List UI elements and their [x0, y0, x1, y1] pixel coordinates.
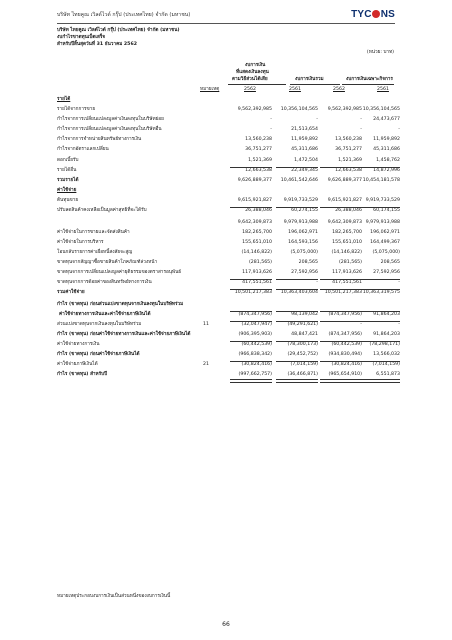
row-value-col-3: 182,265,700	[332, 230, 362, 235]
row-value-col-2: 196,062,971	[288, 230, 318, 235]
subtotal-rule	[276, 279, 318, 280]
subtotal-rule	[358, 341, 400, 342]
col-group-equity-method-2: ที่แสดงเงินลงทุน	[236, 70, 269, 75]
row-value-col-1: (997,662,757)	[238, 372, 272, 377]
row-note: 11	[203, 322, 209, 327]
row-value-col-3: (874,347,956)	[328, 332, 362, 337]
row-label: กำไรจากอัตราแลกเปลี่ยน	[57, 147, 109, 152]
row-label: ดอกเบี้ยรับ	[57, 158, 79, 163]
row-value-col-1: 10,501,217,383	[234, 290, 272, 295]
row-label: ค่าใช้จ่ายในการบริหาร	[57, 240, 104, 245]
row-value-col-4: (5,075,000)	[372, 250, 400, 255]
row-label: ค่าใช้จ่าย	[57, 188, 77, 193]
row-label: รายได้อื่น	[57, 168, 77, 173]
col-group-consolidated: งบการเงินรวม	[295, 77, 324, 82]
subtotal-rule	[230, 207, 272, 208]
row-value-col-1: 9,562,392,985	[237, 107, 272, 112]
row-value-col-4: 14,872,996	[373, 168, 400, 173]
row-value-col-1: (906,395,903)	[238, 332, 272, 337]
row-value-col-1: -	[270, 117, 272, 122]
row-label: กำไรจากการเปลี่ยนแปลงมูลค่าเงินลงทุนในบริษัทอื่น	[57, 127, 162, 132]
row-value-col-4: 27,592,956	[373, 270, 400, 275]
header-rule-3	[342, 84, 394, 85]
row-value-col-3: 12,663,538	[335, 168, 362, 173]
row-label: ส่วนแบ่งขาดทุนจากเงินลงทุนในบริษัทร่วม	[57, 322, 142, 327]
row-value-col-2: 10,461,542,646	[280, 178, 318, 183]
row-value-col-2: 10,356,104,565	[280, 107, 318, 112]
row-value-col-3: 36,751,277	[335, 147, 362, 152]
subtotal-rule	[230, 167, 272, 168]
subtotal-rule	[320, 321, 362, 322]
row-value-col-2: 9,979,913,988	[283, 220, 318, 225]
row-value-col-4: -	[398, 280, 400, 285]
row-value-col-4: -	[398, 322, 400, 327]
unit-label: (หน่วย: บาท)	[366, 50, 394, 55]
subtotal-rule	[230, 341, 272, 342]
subtotal-rule	[320, 167, 362, 168]
row-value-col-4: 9,919,733,529	[365, 198, 400, 203]
row-value-col-4: 60,174,155	[373, 208, 400, 213]
row-value-col-1: (966,838,342)	[238, 352, 272, 357]
row-value-col-4: 9,979,913,988	[365, 220, 400, 225]
total-double-rule	[230, 379, 272, 383]
row-value-col-2: (36,466,871)	[287, 372, 318, 377]
row-value-col-4: (7,014,159)	[372, 362, 400, 367]
row-value-col-1: 117,913,626	[242, 270, 272, 275]
row-value-col-3: -	[360, 322, 362, 327]
row-value-col-2: (49,291,621)	[287, 322, 318, 327]
row-value-col-4: 45,311,686	[373, 147, 400, 152]
row-value-col-3: 9,642,309,873	[327, 220, 362, 225]
row-value-col-4: 164,499,367	[370, 240, 400, 245]
row-value-col-4: 208,565	[380, 260, 400, 265]
subtotal-rule	[358, 321, 400, 322]
row-value-col-2: 45,311,686	[291, 147, 318, 152]
row-label: รายได้จากการขาย	[57, 107, 96, 112]
subtotal-rule	[320, 311, 362, 312]
header-rule-2	[290, 84, 340, 85]
subtotal-rule	[230, 361, 272, 362]
footnote: หมายเหตุประกอบงบการเงินเป็นส่วนหนึ่งของงบการเงินนี้	[57, 594, 171, 599]
row-value-col-2: 164,593,156	[288, 240, 318, 245]
row-value-col-4: 10,356,104,565	[362, 107, 400, 112]
row-value-col-1: (30,824,416)	[241, 362, 272, 367]
statement-title-name: งบกำไรขาดทุนเบ็ดเสร็จ	[57, 35, 106, 40]
row-value-col-4: 10,454,181,578	[362, 178, 400, 183]
subtotal-rule	[276, 321, 318, 322]
row-value-col-2: -	[316, 117, 318, 122]
row-label: กำไร (ขาดทุน) ก่อนค่าใช้จ่ายภาษีเงินได้	[57, 352, 140, 357]
row-value-col-1: 13,560,238	[245, 137, 272, 142]
subtotal-rule	[358, 207, 400, 208]
row-label: กำไรจากการเปลี่ยนแปลงมูลค่าเงินลงทุนในบริษัทย่อย	[57, 117, 164, 122]
col-year-1: 2562	[244, 87, 256, 92]
row-value-col-4: 91,864,203	[373, 312, 400, 317]
row-value-col-2: (7,014,159)	[290, 362, 318, 367]
row-value-col-1: 9,615,921,827	[237, 198, 272, 203]
row-value-col-3: 417,551,561	[332, 280, 362, 285]
row-label: ขาดทุนจากสัญญาซื้อขายสินค้าโภคภัณฑ์ล่วงหน้า	[57, 260, 158, 265]
statement-title-company: บริษัท ไทยคูณ เวิลด์ไวด์ กรุ๊ป (ประเทศไทย) จำกัด (มหาชน)	[57, 28, 180, 33]
row-value-col-1: 182,265,700	[242, 230, 272, 235]
row-value-col-2: 60,274,155	[291, 208, 318, 213]
subtotal-rule	[358, 361, 400, 362]
row-value-col-1: (14,146,822)	[241, 250, 272, 255]
row-value-col-3: 9,615,921,827	[327, 198, 362, 203]
statement-title-period: สำหรับปีสิ้นสุดวันที่ 31 ธันวาคม 2562	[57, 42, 137, 47]
row-value-col-1: 417,551,561	[242, 280, 272, 285]
row-value-col-3: 1,521,369	[338, 158, 362, 163]
row-value-col-3: 117,913,626	[332, 270, 362, 275]
row-label: ต้นทุนขาย	[57, 198, 79, 203]
row-value-col-3: (14,146,822)	[331, 250, 362, 255]
col-group-equity-method-1: งบการเงิน	[245, 63, 266, 68]
row-value-col-2: (5,075,000)	[290, 250, 318, 255]
subtotal-rule	[276, 207, 318, 208]
page-header	[57, 10, 395, 24]
row-value-col-2: 208,565	[298, 260, 318, 265]
subtotal-rule	[358, 289, 400, 290]
row-value-col-2: 11,959,892	[291, 137, 318, 142]
row-label: รวมค่าใช้จ่าย	[57, 290, 85, 295]
subtotal-rule	[320, 279, 362, 280]
row-value-col-4: (78,298,171)	[369, 342, 400, 347]
row-value-col-2: 48,847,421	[291, 332, 318, 337]
row-value-col-2: 98,139,042	[291, 312, 318, 317]
row-value-col-3: 10,501,217,383	[324, 290, 362, 295]
subtotal-rule	[320, 341, 362, 342]
row-value-col-3: -	[360, 117, 362, 122]
logo-dot-icon	[372, 10, 380, 18]
col-year-4: 2561	[377, 87, 389, 92]
row-label: กำไร (ขาดทุน) ก่อนส่วนแบ่งขาดทุนจากเงินลงทุนในบริษัทร่วม	[57, 302, 184, 307]
row-value-col-1: 36,751,277	[245, 147, 272, 152]
row-value-col-2: -	[316, 280, 318, 285]
subtotal-rule	[276, 289, 318, 290]
row-label: รวมรายได้	[57, 178, 79, 183]
row-value-col-1: 1,521,369	[248, 158, 272, 163]
row-value-col-2: 1,472,504	[294, 158, 318, 163]
row-value-col-1: (281,565)	[248, 260, 272, 265]
page-number: 66	[222, 621, 230, 628]
subtotal-rule	[320, 361, 362, 362]
row-value-col-1: 12,663,538	[245, 168, 272, 173]
row-value-col-3: 9,562,392,985	[327, 107, 362, 112]
row-value-col-1: (60,442,539)	[241, 342, 272, 347]
row-value-col-1: 9,626,889,377	[237, 178, 272, 183]
row-value-col-3: (281,565)	[338, 260, 362, 265]
header-company-name: บริษัท ไทยคูณ เวิลด์ไวด์ กรุ๊ป (ประเทศไทย) จำกัด (มหาชน)	[57, 12, 191, 18]
row-value-col-4: 196,062,971	[370, 230, 400, 235]
row-value-col-3: 13,560,238	[335, 137, 362, 142]
row-value-col-4: 6,551,873	[376, 372, 400, 377]
row-value-col-4: 10,363,319,575	[362, 290, 400, 295]
subtotal-rule	[230, 279, 272, 280]
row-label: ค่าใช้จ่ายในการขายและจัดส่งสินค้า	[57, 230, 130, 235]
total-double-rule	[358, 379, 400, 383]
row-value-col-4: 91,864,203	[373, 332, 400, 337]
row-value-col-2: 22,349,345	[291, 168, 318, 173]
row-value-col-3: 155,651,010	[332, 240, 362, 245]
subtotal-rule	[358, 311, 400, 312]
row-value-col-3: (934,830,494)	[328, 352, 362, 357]
row-value-col-2: 27,592,956	[291, 270, 318, 275]
col-year-2: 2561	[289, 87, 301, 92]
row-value-col-4: 24,473,677	[373, 117, 400, 122]
row-label: ค่าใช้จ่ายภาษีเงินได้	[57, 362, 98, 367]
row-value-col-4: 13,566,032	[373, 352, 400, 357]
row-value-col-1: 26,388,046	[245, 208, 272, 213]
subtotal-rule	[276, 311, 318, 312]
row-label: ค่าใช้จ่ายทางการเงินและค่าใช้จ่ายภาษีเงินได้	[59, 312, 151, 317]
row-value-col-1: -	[270, 127, 272, 132]
row-label: ขาดทุนจากการด้อยค่าของสินทรัพย์ทางการเงิน	[57, 280, 152, 285]
row-value-col-4: 1,458,762	[376, 158, 400, 163]
row-value-col-3: 9,626,889,377	[327, 178, 362, 183]
row-value-col-1: (874,347,956)	[238, 312, 272, 317]
row-value-col-2: 9,919,733,529	[283, 198, 318, 203]
company-logo: TYC NS	[351, 9, 395, 20]
subtotal-rule	[358, 279, 400, 280]
row-value-col-3: (60,442,539)	[331, 342, 362, 347]
row-value-col-3: (874,347,956)	[328, 312, 362, 317]
row-value-col-4: 11,959,892	[373, 137, 400, 142]
subtotal-rule	[230, 321, 272, 322]
row-label: โอนกลับรายการค่าเผื่อหนี้สงสัยจะสูญ	[57, 250, 133, 255]
row-value-col-1: (32,047,947)	[241, 322, 272, 327]
col-note-header: หมายเหตุ	[200, 87, 220, 92]
row-value-col-3: 26,388,046	[335, 208, 362, 213]
row-value-col-1: 9,642,309,873	[237, 220, 272, 225]
col-group-separate: งบการเงินเฉพาะกิจการ	[346, 77, 393, 82]
row-label: ค่าใช้จ่ายทางการเงิน	[57, 342, 100, 347]
subtotal-rule	[320, 289, 362, 290]
subtotal-rule	[276, 361, 318, 362]
row-label: กำไร (ขาดทุน) สำหรับปี	[57, 372, 108, 377]
row-value-col-2: 10,363,403,604	[280, 290, 318, 295]
col-year-3: 2562	[333, 87, 345, 92]
row-value-col-3: -	[360, 127, 362, 132]
row-label: กำไรจากการจำหน่ายสินทรัพย์ทางการเงิน	[57, 137, 142, 142]
subtotal-rule	[276, 167, 318, 168]
row-label: ขาดทุนจากการเปลี่ยนแปลงมูลค่ายุติธรรมของตราสารอนุพันธ์	[57, 270, 182, 275]
total-double-rule	[320, 379, 362, 383]
row-value-col-3: (30,824,416)	[331, 362, 362, 367]
row-note: 21	[203, 362, 209, 367]
subtotal-rule	[358, 167, 400, 168]
subtotal-rule	[230, 311, 272, 312]
row-label: กำไร (ขาดทุน) ก่อนค่าใช้จ่ายทางการเงินและค่าใช้จ่ายภาษีเงินได้	[57, 332, 191, 337]
row-value-col-1: 155,651,010	[242, 240, 272, 245]
total-double-rule	[276, 379, 318, 383]
row-value-col-2: 21,513,654	[291, 127, 318, 132]
header-rule-1	[228, 84, 286, 85]
row-value-col-4: -	[398, 127, 400, 132]
row-value-col-2: (29,452,752)	[287, 352, 318, 357]
row-value-col-3: (965,654,910)	[328, 372, 362, 377]
row-value-col-2: (78,300,173)	[287, 342, 318, 347]
row-label: ปรับลดสินค้าคงเหลือเป็นมูลค่าสุทธิที่จะได้รับ	[57, 208, 147, 213]
subtotal-rule	[276, 341, 318, 342]
col-group-equity-method-3: ตามวิธีส่วนได้เสีย	[232, 77, 268, 82]
subtotal-rule	[320, 207, 362, 208]
subtotal-rule	[230, 289, 272, 290]
row-label: รายได้	[57, 97, 71, 102]
